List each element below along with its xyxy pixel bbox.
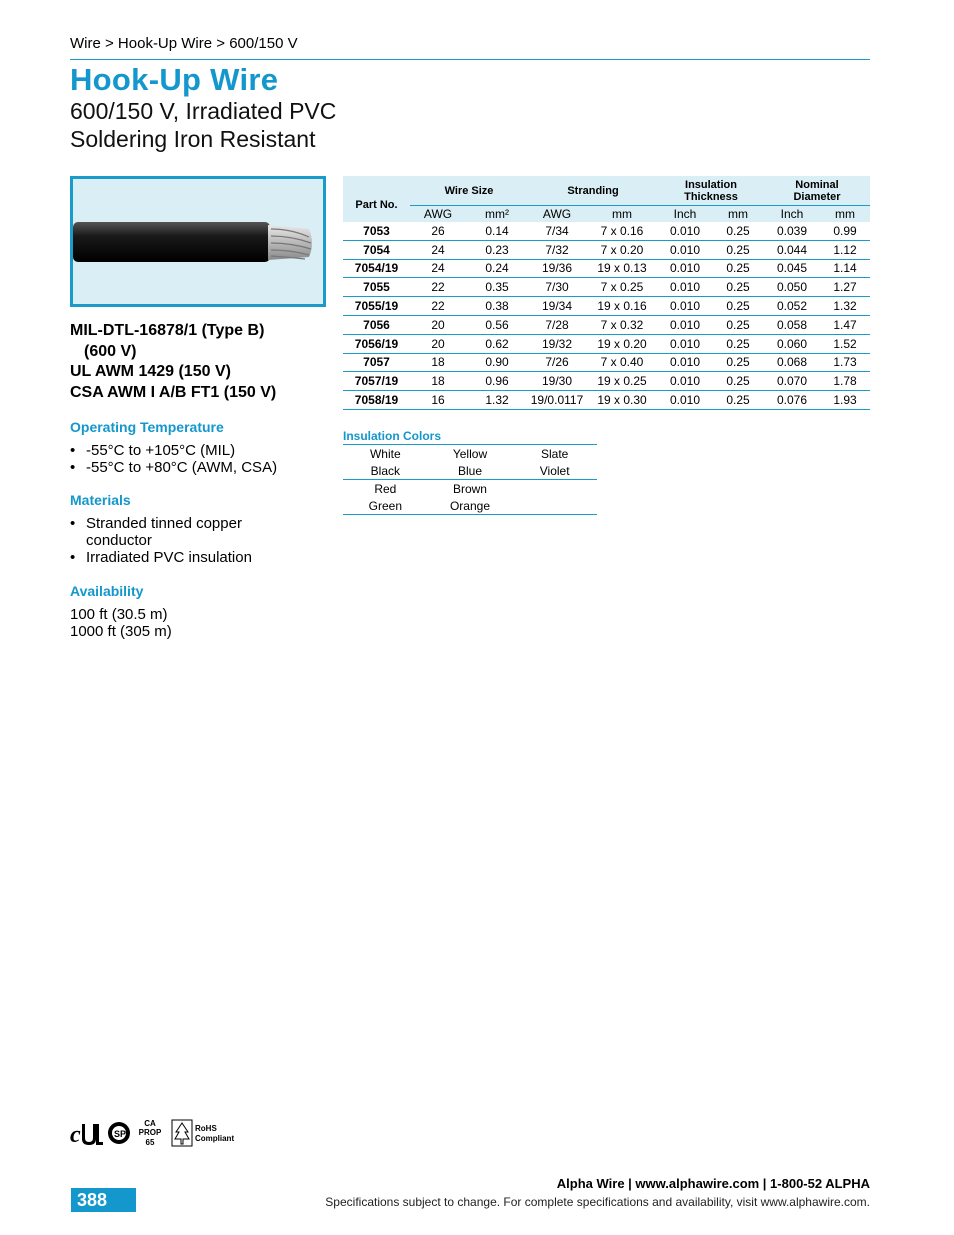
ul-logo-icon [70, 1122, 103, 1148]
spec-line-mil: MIL-DTL-16878/1 (Type B) [70, 322, 265, 339]
rohs-tree-icon [172, 1120, 234, 1146]
table-cell: 0.010 [658, 259, 712, 278]
table-cell: 0.25 [712, 297, 764, 316]
table-cell: 20 [410, 315, 466, 334]
table-row [343, 372, 870, 391]
color-cell: Red [343, 480, 428, 498]
table-cell: 1.32 [820, 297, 870, 316]
table-cell: 0.90 [466, 353, 528, 372]
header-rule [70, 59, 870, 60]
table-row [343, 462, 597, 480]
color-cell: Violet [539, 463, 570, 478]
table-cell: 0.25 [712, 353, 764, 372]
color-cell: Blue [457, 463, 482, 478]
table-cell: 18 [410, 372, 466, 391]
table-cell: 7/26 [528, 353, 586, 372]
breadcrumb[interactable]: Wire > Hook-Up Wire > 600/150 V [70, 35, 298, 52]
table-cell: 0.25 [712, 240, 764, 259]
list-item: • -55°C to +105°C (MIL) [70, 442, 277, 459]
table-row [343, 240, 870, 259]
table-cell: 7 x 0.20 [586, 240, 658, 259]
table-row [343, 259, 870, 278]
part-number-cell: 7053 [363, 223, 390, 238]
table-cell: 1.14 [820, 259, 870, 278]
footer-contact[interactable]: Alpha Wire | www.alphawire.com | 1-800-52 ALPHA [556, 1176, 870, 1191]
table-cell: 26 [431, 223, 445, 238]
header-stranding: Stranding [528, 176, 658, 206]
insulation-colors-table [343, 444, 597, 515]
table-cell: 1.12 [820, 240, 870, 259]
table-cell: 0.010 [658, 240, 712, 259]
insulation-colors-heading: Insulation Colors [343, 429, 442, 443]
color-cell: Green [343, 497, 428, 515]
svg-text:65: 65 [145, 1138, 155, 1147]
table-cell: 0.010 [658, 353, 712, 372]
table-row [343, 315, 870, 334]
unit-header: AWG [410, 206, 466, 223]
table-cell: 19 x 0.25 [586, 372, 658, 391]
table-cell: 0.044 [764, 240, 820, 259]
table-row [343, 278, 870, 297]
table-row [343, 480, 597, 498]
spec-table [343, 176, 870, 410]
table-cell: 7 x 0.16 [600, 223, 644, 238]
table-cell: 0.052 [764, 297, 820, 316]
unit-header: mm [820, 206, 870, 223]
part-number-cell: 7054 [343, 240, 410, 259]
color-cell [512, 480, 597, 498]
table-cell: 0.25 [712, 315, 764, 334]
unit-header: AWG [528, 206, 586, 223]
table-cell: 0.010 [658, 315, 712, 334]
table-cell: 0.14 [485, 223, 509, 238]
certification-logos [70, 1118, 240, 1148]
header-part-no: Part No. [343, 176, 410, 222]
table-row [343, 222, 870, 240]
list-item: • -55°C to +80°C (AWM, CSA) [70, 459, 277, 476]
table-cell: 0.62 [466, 334, 528, 353]
table-cell: 0.99 [833, 223, 857, 238]
operating-temperature-heading: Operating Temperature [70, 419, 224, 435]
materials-item1-line2: conductor [86, 532, 152, 549]
unit-header: Inch [764, 206, 820, 223]
table-row [343, 391, 870, 410]
color-cell: Yellow [428, 445, 513, 463]
table-cell: 0.068 [764, 353, 820, 372]
table-cell: 7 x 0.32 [586, 315, 658, 334]
table-cell: 19/34 [528, 297, 586, 316]
list-item: 100 ft (30.5 m) [70, 606, 168, 623]
list-item [70, 515, 252, 549]
spec-line-mil-voltage: (600 V) [84, 342, 137, 360]
table-cell: 0.076 [764, 391, 820, 410]
header-wire-size: Wire Size [410, 176, 528, 206]
svg-text:Compliant: Compliant [195, 1134, 235, 1143]
footer-disclaimer: Specifications subject to change. For complete specifications and availability, visit www.alphawire.com. [325, 1195, 870, 1209]
table-cell: 0.045 [764, 259, 820, 278]
color-cell: White [343, 445, 428, 463]
color-cell: Black [370, 463, 400, 478]
table-cell: 20 [410, 334, 466, 353]
table-cell: 1.47 [820, 315, 870, 334]
table-cell: 18 [410, 353, 466, 372]
part-number-cell: 7056/19 [343, 334, 410, 353]
table-row [343, 334, 870, 353]
table-cell: 0.010 [658, 278, 712, 297]
table-cell: 19 x 0.13 [586, 259, 658, 278]
subtitle-line1: 600/150 V, Irradiated PVC [70, 98, 337, 124]
table-cell: 0.25 [726, 223, 750, 238]
list-item: • Irradiated PVC insulation [70, 549, 252, 566]
table-cell: 19/0.0117 [528, 391, 586, 410]
table-cell: 0.24 [466, 259, 528, 278]
table-row [343, 297, 870, 316]
unit-header: Inch [658, 206, 712, 223]
part-number-cell: 7057/19 [343, 372, 410, 391]
svg-text:RoHS: RoHS [195, 1124, 217, 1133]
materials-heading: Materials [70, 492, 131, 508]
table-row [343, 445, 597, 463]
list-item: 1000 ft (305 m) [70, 623, 172, 640]
table-cell: 7/32 [528, 240, 586, 259]
table-cell: 19/32 [528, 334, 586, 353]
table-cell: 0.25 [712, 372, 764, 391]
svg-text:SP: SP [114, 1129, 127, 1139]
part-number-cell: 7055/19 [343, 297, 410, 316]
table-cell: 0.25 [712, 334, 764, 353]
table-cell: 22 [410, 278, 466, 297]
header-insulation-thickness: Insulation Thickness [658, 176, 764, 206]
table-cell: 24 [410, 240, 466, 259]
table-cell: 0.96 [466, 372, 528, 391]
svg-text:CA: CA [144, 1119, 156, 1128]
materials-list [70, 515, 252, 566]
product-photo [70, 176, 326, 307]
table-cell: 16 [410, 391, 466, 410]
table-cell: 1.27 [820, 278, 870, 297]
operating-temperature-list [70, 442, 277, 476]
table-row [343, 353, 870, 372]
part-number-cell: 7058/19 [343, 391, 410, 410]
table-cell: 0.050 [764, 278, 820, 297]
svg-text:PROP: PROP [138, 1128, 162, 1137]
color-cell [512, 497, 597, 515]
table-cell: 0.56 [466, 315, 528, 334]
unit-header: mm [586, 206, 658, 223]
table-cell: 0.35 [466, 278, 528, 297]
table-cell: 0.23 [466, 240, 528, 259]
materials-item1-line1: Stranded tinned copper [86, 515, 242, 532]
availability-heading: Availability [70, 583, 144, 599]
color-cell: Brown [428, 480, 513, 498]
table-cell: 0.010 [658, 334, 712, 353]
spec-approvals [70, 321, 276, 403]
table-cell: 7 x 0.40 [586, 353, 658, 372]
table-cell: 0.010 [658, 391, 712, 410]
table-cell: 0.25 [712, 391, 764, 410]
table-cell: 0.25 [712, 278, 764, 297]
table-cell: 0.060 [764, 334, 820, 353]
table-cell: 1.32 [466, 391, 528, 410]
table-cell: 0.010 [658, 297, 712, 316]
table-cell: 7/30 [528, 278, 586, 297]
table-cell: 19 x 0.30 [586, 391, 658, 410]
table-cell: 22 [410, 297, 466, 316]
table-cell: 0.25 [712, 259, 764, 278]
page-title: Hook-Up Wire [70, 62, 279, 97]
ca-prop-65-logo [139, 1119, 162, 1147]
svg-text:c: c [70, 1122, 81, 1148]
spec-line-ul: UL AWM 1429 (150 V) [70, 363, 231, 380]
table-cell: 19/36 [528, 259, 586, 278]
table-row [343, 497, 597, 515]
table-cell: 19 x 0.16 [586, 297, 658, 316]
spec-line-csa: CSA AWM I A/B FT1 (150 V) [70, 383, 277, 401]
table-cell: 0.070 [764, 372, 820, 391]
table-cell: 1.73 [820, 353, 870, 372]
part-number-cell: 7056 [343, 315, 410, 334]
table-cell: 19 x 0.20 [586, 334, 658, 353]
availability-list [70, 606, 172, 640]
color-cell: Orange [428, 497, 513, 515]
table-cell: 0.010 [669, 223, 701, 238]
table-cell: 7 x 0.25 [586, 278, 658, 297]
table-cell: 1.78 [820, 372, 870, 391]
unit-header: mm² [466, 206, 528, 223]
table-cell: 19/30 [528, 372, 586, 391]
page-number: 388 [71, 1188, 136, 1212]
table-cell: 7/34 [545, 223, 569, 238]
table-cell: 1.52 [820, 334, 870, 353]
part-number-cell: 7054/19 [343, 259, 410, 278]
table-cell: 0.38 [466, 297, 528, 316]
table-cell: 24 [410, 259, 466, 278]
part-number-cell: 7057 [343, 353, 410, 372]
header-nominal-diameter: Nominal Diameter [764, 176, 870, 206]
color-cell: Slate [512, 445, 597, 463]
table-cell: 0.010 [658, 372, 712, 391]
part-number-cell: 7055 [343, 278, 410, 297]
table-cell: 0.058 [764, 315, 820, 334]
table-cell: 7/28 [528, 315, 586, 334]
csa-logo-icon [108, 1122, 130, 1144]
table-cell: 1.93 [820, 391, 870, 410]
subtitle-line2: Soldering Iron Resistant [70, 126, 316, 152]
unit-header: mm [712, 206, 764, 223]
table-cell: 0.039 [776, 223, 808, 238]
